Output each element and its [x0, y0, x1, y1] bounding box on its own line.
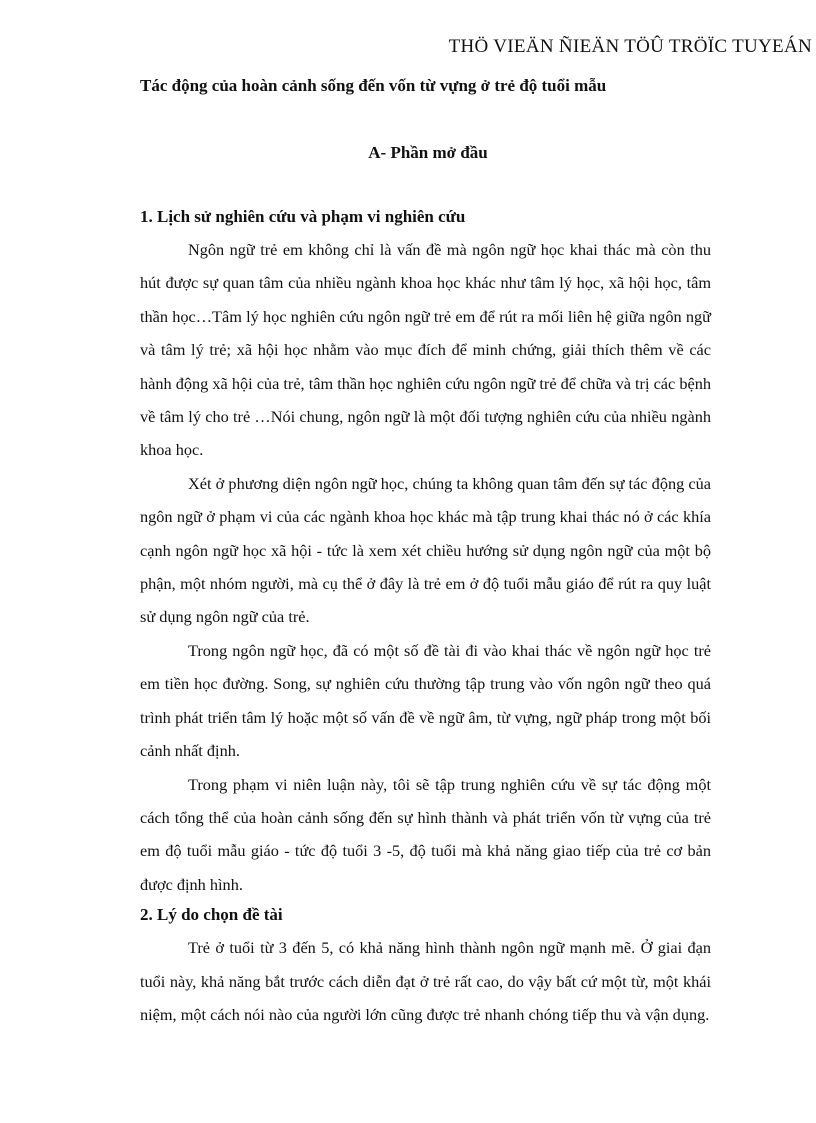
paragraph: Ngôn ngữ trẻ em không chỉ là vấn đề mà ngôn ngữ học khai thác mà còn thu hút được sự quan tâm của nhiều ngành khoa học khác như tâm lý học, xã hội học, tâm thần học…Tâm lý học nghiên cứu ngôn ngữ trẻ em để rút ra mối liên hệ giữa ngôn ngữ và tâm lý trẻ; xã hội học nhằm vào mục đích để minh chứng, giải thích thêm về các hành động xã hội của trẻ, tâm thần học nghiên cứu ngôn ngữ trẻ để chữa và trị các bệnh về tâm lý cho trẻ …Nói chung, ngôn ngữ là một đối tượng nghiên cứu của nhiều ngành khoa học. — [140, 240, 711, 460]
subheading-topic-reason: 2. Lý do chọn đề tài — [140, 905, 283, 925]
document-body — [140, 205, 711, 1031]
section-heading-intro: A- Phần mở đầu — [368, 143, 488, 162]
library-header-banner: THÖ VIEÄN ÑIEÄN TÖÛ TRÖÏC TUYEÁN — [448, 36, 812, 57]
subheading-research-history: 1. Lịch sử nghiên cứu và phạm vi nghiên cứu — [140, 207, 466, 226]
paragraph: Xét ở phương diện ngôn ngữ học, chúng ta không quan tâm đến sự tác động của ngôn ngữ ở phạm vi của các ngành khoa học khác mà tập trung khai thác nó ở các khía cạnh ngôn ngữ học xã hội - tức là xem xét chiều hướng sử dụng ngôn ngữ của một bộ phận, một nhóm người, mà cụ thể ở đây là trẻ em ở độ tuổi mẫu giáo để rút ra quy luật sử dụng ngôn ngữ của trẻ. — [140, 473, 711, 627]
paragraph: Trong ngôn ngữ học, đã có một số đề tài đi vào khai thác về ngôn ngữ học trẻ em tiền học đường. Song, sự nghiên cứu thường tập trung vào vốn ngôn ngữ theo quá trình phát triển tâm lý hoặc một số vấn đề về ngữ âm, từ vựng, ngữ pháp trong một bối cảnh nhất định. — [140, 640, 711, 761]
document-title: Tác động của hoàn cảnh sống đến vốn từ vựng ở trẻ độ tuổi mẫu — [140, 76, 607, 95]
paragraph: Trong phạm vi niên luận này, tôi sẽ tập trung nghiên cứu về sự tác động một cách tổng thể của hoàn cảnh sống đến sự hình thành và phát triển vốn từ vựng của trẻ em độ tuổi mẫu giáo - tức độ tuổi 3 -5, độ tuổi mà khả năng giao tiếp của trẻ cơ bản được định hình. — [140, 774, 711, 894]
paragraph: Trẻ ở tuổi từ 3 đến 5, có khả năng hình thành ngôn ngữ mạnh mẽ. Ở giai đạn tuổi này, khả năng bắt trước cách diễn đạt ở trẻ rất cao, do vậy bất cứ một từ, một khái niệm, một cách nói nào của người lớn cũng được trẻ nhanh chóng tiếp thu và vận dụng. — [140, 938, 711, 1024]
